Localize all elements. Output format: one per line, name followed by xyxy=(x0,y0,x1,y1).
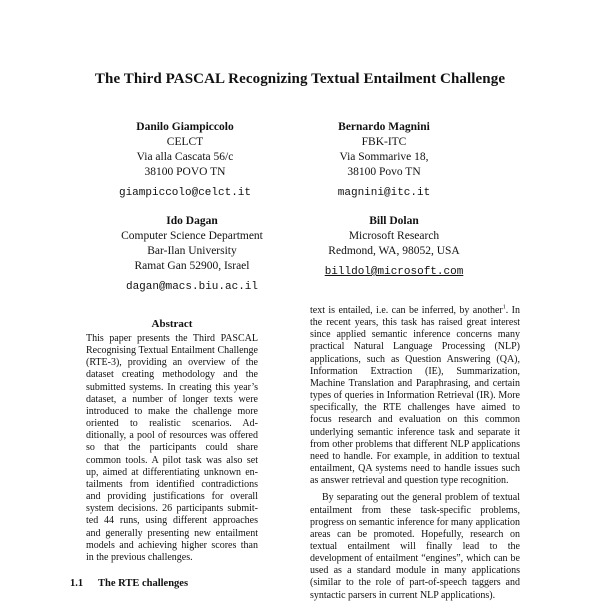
author-affiliation: Microsoft Research xyxy=(348,230,440,242)
author-name: Ido Dagan xyxy=(166,215,218,227)
author-block-dolan xyxy=(284,214,504,280)
author-affiliation: Bar-Ilan University xyxy=(147,245,237,257)
author-address: Via Sommarive 18, xyxy=(339,151,429,163)
author-name: Bill Dolan xyxy=(369,215,419,227)
author-email-link[interactable]: billdol@microsoft.com xyxy=(324,266,464,278)
abstract-heading: Abstract xyxy=(151,318,193,330)
author-email: giampiccolo@celct.it xyxy=(118,187,252,199)
section-heading xyxy=(70,578,290,589)
author-address: Ramat Gan 52900, Israel xyxy=(134,260,250,272)
author-address: 38100 POVO TN xyxy=(144,166,226,178)
author-name: Bernardo Magnini xyxy=(338,121,430,133)
body-text-column xyxy=(310,305,520,602)
author-affiliation: Computer Science Department xyxy=(121,230,263,242)
author-email: magnini@itc.it xyxy=(337,187,431,199)
paper-title: The Third PASCAL Recognizing Textual Entailment Challenge xyxy=(94,71,506,87)
author-affiliation: CELCT xyxy=(166,136,204,148)
body-paragraph xyxy=(310,305,520,487)
author-address: Redmond, WA, 98052, USA xyxy=(328,245,460,257)
author-email: dagan@macs.biu.ac.il xyxy=(125,281,259,293)
author-block-giampiccolo xyxy=(75,120,295,201)
author-block-magnini xyxy=(274,120,494,201)
author-address: 38100 Povo TN xyxy=(347,166,421,178)
author-block-dagan xyxy=(82,214,302,295)
footnote-marker: 1 xyxy=(502,304,506,311)
section-number: 1.1 xyxy=(70,578,84,589)
author-address: Via alla Cascata 56/c xyxy=(136,151,234,163)
paragraph-text: . In the recent years, this task has raised great interest since applied semantic inference concerns many practical Natural Language Processing (NLP) applications, such as Question Answering (QA), Information Extraction (IE), Summarization, Machine Translation and Paraphrasing, and certain types of queries in Information Retrieval (IR). More specifically, the RTE challenges have aimed to focus research and evaluation on this common underlying semantic inference task and separate it from other problems that different NLP applications need to handle. For example, in addition to textual entailment, QA systems need to handle issues such as answer retrieval and question type recognition. xyxy=(310,305,520,487)
author-affiliation: FBK-ITC xyxy=(361,136,407,148)
body-paragraph: By separating out the general problem of textual entailment from these task-specific problems, progress on semantic inference for many application areas can be promoted. Hopefully, research on textual entailment will finally lead to the development of entailment “engines”, which can be used as a standard module in many applications (similar to the role of part-of-speech taggers and syntactic parsers in current NLP applications). xyxy=(310,492,520,601)
author-name: Danilo Giampiccolo xyxy=(136,121,234,133)
paragraph-text: text is entailed, i.e. can be inferred, by another xyxy=(310,305,503,316)
section-title: The RTE challenges xyxy=(98,578,189,589)
abstract-text: This paper presents the Third PASCAL Recognising Textual Entailment Challenge (RTE-3), providing an overview of the dataset creating methodology and the submitted systems. In creating this year’s dataset, a number of longer texts were introduced to make the challenge more oriented to realistic scenarios. Additionally, a pool of resources was offered so that the participants could share common tools. A pilot task was also set up, aimed at differentiating unknown entailments from identified contradictions and providing justifications for overall system decisions. 26 participants submitted 44 runs, using different approaches and generally presenting new entailment models and achieving higher scores than in the previous challenges. xyxy=(86,333,258,563)
